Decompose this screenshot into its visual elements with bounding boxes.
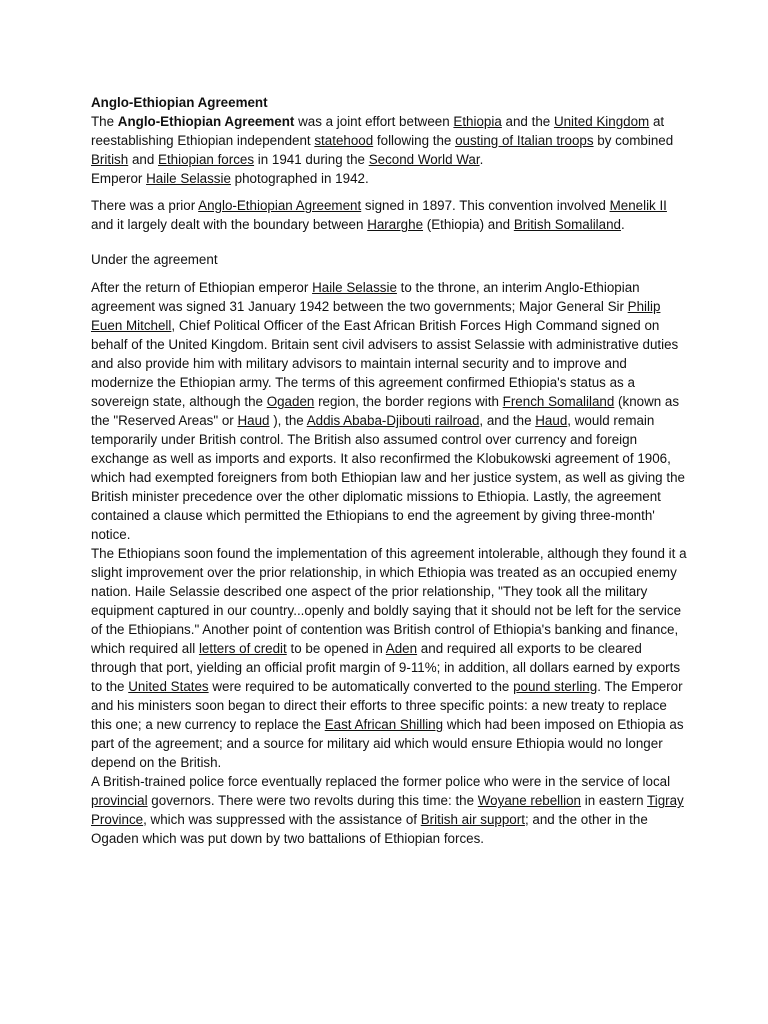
prior-agreement-paragraph	[91, 196, 691, 234]
link-ousting-italian-troops[interactable]: ousting of Italian troops	[455, 133, 594, 148]
link-ethiopia[interactable]: Ethiopia	[453, 114, 502, 129]
text: (Ethiopia) and	[423, 217, 514, 232]
text: .	[621, 217, 625, 232]
link-menelik-ii[interactable]: Menelik II	[609, 198, 667, 213]
link-anglo-ethiopian-agreement[interactable]: Anglo-Ethiopian Agreement	[198, 198, 362, 213]
link-united-kingdom[interactable]: United Kingdom	[553, 114, 650, 129]
link-haud[interactable]: Haud	[237, 413, 270, 428]
revolts-paragraph	[91, 772, 691, 848]
text: , which was suppressed with the assistance of	[143, 812, 421, 827]
text: , Chief Political Officer of the East African British Forces High Command signed on behalf of the United Kingdom. Britain sent civil advisers to assist Selassie with administrative duties and also provide him with military advisors to maintain internal security and to improve and modernize the Ethiopian army. The terms of this agreement confirmed Ethiopia's status as a sovereign state, although the	[91, 318, 679, 409]
text: to be opened in	[286, 641, 386, 656]
text: to the throne, an interim Anglo-Ethiopian agreement was signed 31 January 1942 between the two governments; Major General Sir	[91, 280, 640, 314]
text: After the return of Ethiopian emperor	[91, 280, 313, 295]
text: , and the	[479, 413, 536, 428]
text: (known as the "Reserved Areas" or	[91, 394, 680, 428]
link-aden[interactable]: Aden	[385, 641, 418, 656]
agreement-terms-paragraph	[91, 278, 691, 544]
text: governors. There were two revolts during this time: the	[147, 793, 478, 808]
text: and it largely dealt with the boundary between	[91, 217, 368, 232]
text: A British-trained police force eventually replaced the former police who were in the service of local	[91, 774, 671, 789]
text: photographed in 1942.	[230, 171, 369, 186]
text: in 1941 during the	[254, 152, 369, 167]
text: which had been imposed on Ethiopia as part of the agreement; and a source for military aid which would ensure Ethiopia would no longer depend on the British.	[91, 717, 684, 770]
link-united-states[interactable]: United States	[128, 679, 209, 694]
text: and the	[501, 114, 554, 129]
text: in eastern	[581, 793, 648, 808]
link-statehood[interactable]: statehood	[314, 133, 374, 148]
document-title: Anglo-Ethiopian Agreement	[91, 95, 268, 110]
link-woyane-rebellion[interactable]: Woyane rebellion	[477, 793, 582, 808]
link-second-world-war[interactable]: Second World War	[368, 152, 480, 167]
link-haile-selassie[interactable]: Haile Selassie	[146, 171, 231, 186]
text: ), the	[269, 413, 307, 428]
link-ogaden[interactable]: Ogaden	[266, 394, 315, 409]
link-haud[interactable]: Haud	[535, 413, 568, 428]
link-ethiopian-forces[interactable]: Ethiopian forces	[158, 152, 255, 167]
text: following the	[373, 133, 456, 148]
link-haile-selassie[interactable]: Haile Selassie	[312, 280, 397, 295]
text: , would remain temporarily under British control. The British also assumed control over currency and foreign exchange as well as imports and exports. It also reconfirmed the Klobukowski agreement of 1906, which had exempted foreigners from both Ethiopian law and her justice system, as well as giving the British minister precedence over the other diplomatic missions to Ethiopia. Lastly, the agreement contained a clause which permitted the Ethiopians to end the agreement by giving three-month' notice.	[91, 413, 685, 542]
text: The Ethiopians soon found the implementation of this agreement intolerable, although they found it a slight improvement over the prior relationship, in which Ethiopia was treated as an occupied enemy nation. Haile Selassie described one aspect of the prior relationship, "They took all the military equipment captured in our country...openly and boldly saying that it should not be left for the service of the Ethiopians." Another point of contention was British control of Ethiopia's banking and finance, which required all	[91, 546, 687, 656]
text: region, the border regions with	[314, 394, 503, 409]
text: by combined	[593, 133, 674, 148]
section-heading: Under the agreement	[91, 252, 218, 267]
link-provincial[interactable]: provincial	[91, 793, 148, 808]
link-pound-sterling[interactable]: pound sterling	[513, 679, 598, 694]
text: The	[91, 114, 118, 129]
implementation-paragraph	[91, 544, 691, 772]
intro-paragraph	[91, 112, 691, 188]
link-tigray-province[interactable]: Tigray Province	[91, 793, 684, 827]
text: was a joint effort between	[294, 114, 454, 129]
link-east-african-shilling[interactable]: East African Shilling	[324, 717, 444, 732]
link-british-somaliland[interactable]: British Somaliland	[513, 217, 621, 232]
link-british-air-support[interactable]: British air support	[420, 812, 525, 827]
text: at reestablishing Ethiopian independent	[91, 114, 665, 148]
text: and required all exports to be cleared through that port, yielding an official profit margin of 9-11%; in addition, all dollars earned by exports to the	[91, 641, 681, 694]
text: and	[128, 152, 159, 167]
text: . The Emperor and his ministers soon began to direct their efforts to three specific points: a new treaty to replace this one; a new currency to replace the	[91, 679, 683, 732]
text: signed in 1897. This convention involved	[361, 198, 610, 213]
link-french-somaliland[interactable]: French Somaliland	[502, 394, 615, 409]
link-addis-ababa-djibouti-railroad[interactable]: Addis Ababa-Djibouti railroad	[306, 413, 480, 428]
link-letters-of-credit[interactable]: letters of credit	[198, 641, 287, 656]
link-hararghe[interactable]: Hararghe	[367, 217, 424, 232]
text: ; and the other in the Ogaden which was put down by two battalions of Ethiopian forces.	[91, 812, 648, 846]
document-body	[91, 93, 691, 848]
text: were required to be automatically converted to the	[208, 679, 514, 694]
link-philip-euen-mitchell[interactable]: Philip Euen Mitchell	[91, 299, 661, 333]
bold-term: Anglo-Ethiopian Agreement	[117, 114, 295, 129]
text: .	[479, 152, 484, 167]
text: There was a prior	[91, 198, 199, 213]
link-british[interactable]: British	[91, 152, 129, 167]
text: Emperor	[91, 171, 147, 186]
